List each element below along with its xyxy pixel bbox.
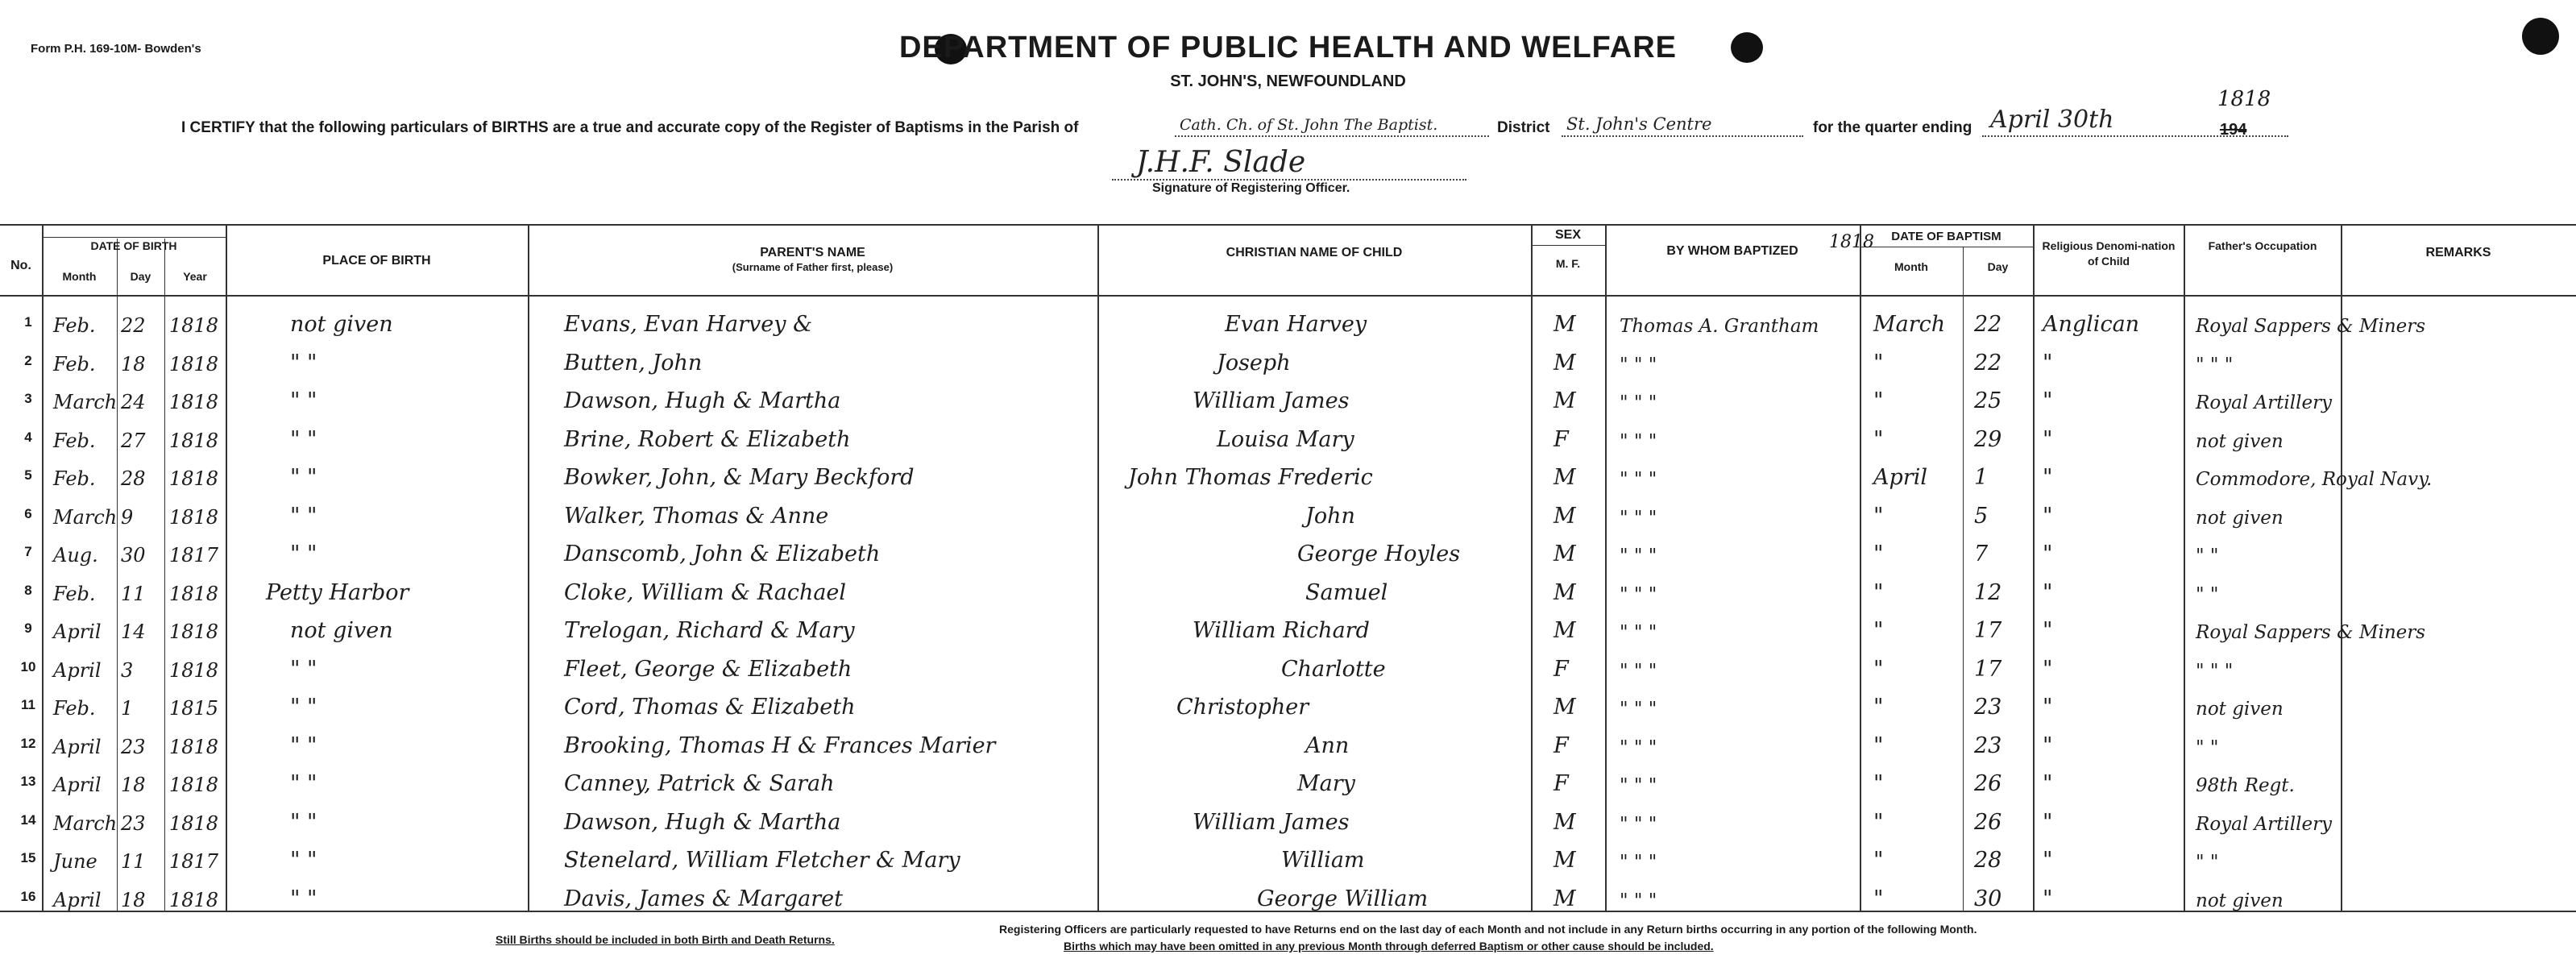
place-of-birth: " " xyxy=(290,388,317,413)
table-row xyxy=(0,801,2576,838)
child-name: Louisa Mary xyxy=(1217,426,1354,452)
birth-day: 18 xyxy=(121,774,146,796)
row-number: 8 xyxy=(24,582,32,598)
baptized-by: " " " xyxy=(1620,622,1657,643)
baptized-by: " " " xyxy=(1620,660,1657,682)
birth-month: Feb. xyxy=(53,582,96,605)
baptism-month: " xyxy=(1873,579,1884,605)
header-by-whom: BY WHOM BAPTIZED xyxy=(1666,244,1798,258)
baptism-month: " xyxy=(1873,695,1884,720)
baptism-day: 17 xyxy=(1974,656,2002,682)
child-name: Evan Harvey xyxy=(1225,312,1367,337)
baptism-month: " xyxy=(1873,350,1884,376)
table-row xyxy=(0,495,2576,532)
birth-day: 18 xyxy=(121,888,146,911)
father-occupation: " " xyxy=(2196,546,2219,567)
religion-value: " xyxy=(2043,388,2053,413)
baptized-by: Thomas A. Grantham xyxy=(1620,316,1819,337)
father-occupation: not given xyxy=(2196,890,2284,911)
child-name: Samuel xyxy=(1305,579,1388,605)
baptism-month: " xyxy=(1873,388,1884,413)
place-of-birth: " " xyxy=(290,886,317,911)
religion-value: " xyxy=(2043,733,2053,758)
birth-year: 1818 xyxy=(169,888,219,911)
baptism-day: 25 xyxy=(1974,388,2002,413)
row-number: 1 xyxy=(24,314,32,330)
parents-name: Dawson, Hugh & Martha xyxy=(564,809,841,835)
birth-year: 1818 xyxy=(169,352,219,376)
row-number: 6 xyxy=(24,505,32,521)
table-row xyxy=(0,609,2576,646)
birth-month: April xyxy=(53,888,102,911)
birth-month: Feb. xyxy=(53,467,96,490)
birth-day: 9 xyxy=(121,505,134,529)
place-of-birth: " " xyxy=(290,695,317,720)
baptism-day: 23 xyxy=(1974,695,2002,720)
district-field xyxy=(1562,113,1803,137)
birth-month: Feb. xyxy=(53,314,96,337)
place-of-birth: " " xyxy=(290,503,317,529)
place-of-birth: " " xyxy=(290,656,317,682)
father-occupation: Royal Artillery xyxy=(2196,813,2333,835)
child-name: Christopher xyxy=(1176,695,1309,720)
birth-year: 1818 xyxy=(169,811,219,835)
birth-day: 1 xyxy=(121,697,134,720)
footer-stillbirths: Still Births should be included in both Birth and Death Returns. xyxy=(496,933,835,946)
child-name: George Hoyles xyxy=(1297,542,1461,567)
header-birth-day: Day xyxy=(130,270,151,283)
child-name: John Thomas Frederic xyxy=(1128,465,1373,490)
form-number: Form P.H. 169-10M- Bowden's xyxy=(31,42,201,56)
birth-day: 18 xyxy=(121,352,146,376)
birth-year: 1818 xyxy=(169,582,219,605)
baptism-month: " xyxy=(1873,426,1884,452)
child-name: Ann xyxy=(1305,733,1350,758)
religion-value: " xyxy=(2043,771,2053,796)
parents-name: Fleet, George & Elizabeth xyxy=(564,656,852,682)
birth-day: 22 xyxy=(121,314,146,337)
row-number: 11 xyxy=(21,697,35,712)
baptism-month: " xyxy=(1873,809,1884,835)
baptism-day: 12 xyxy=(1974,579,2002,605)
religion-value: " xyxy=(2043,426,2053,452)
parents-name: Butten, John xyxy=(564,350,703,376)
table-row xyxy=(0,839,2576,876)
row-number: 15 xyxy=(20,850,36,865)
row-number: 13 xyxy=(20,774,36,789)
birth-day: 14 xyxy=(121,620,146,643)
birth-month: Feb. xyxy=(53,352,96,376)
table-row xyxy=(0,533,2576,570)
table-row xyxy=(0,762,2576,799)
sex-value: M xyxy=(1553,465,1576,490)
row-number: 4 xyxy=(24,429,32,445)
table-header-bottom xyxy=(0,295,2576,297)
father-occupation: Royal Sappers & Miners xyxy=(2196,316,2426,337)
header-birth-year: Year xyxy=(183,270,207,283)
birth-year: 1818 xyxy=(169,505,219,529)
parents-name: Trelogan, Richard & Mary xyxy=(564,618,855,643)
row-number: 7 xyxy=(24,544,32,559)
parents-name: Brooking, Thomas H & Frances Marier xyxy=(564,733,996,758)
sex-value: M xyxy=(1553,503,1576,529)
birth-day: 24 xyxy=(121,391,146,413)
parents-name: Danscomb, John & Elizabeth xyxy=(564,542,881,567)
father-occupation: Royal Sappers & Miners xyxy=(2196,622,2426,643)
dob-header-divider xyxy=(42,237,227,238)
place-of-birth: " " xyxy=(290,809,317,835)
parents-name: Dawson, Hugh & Martha xyxy=(564,388,841,413)
header-baptism-month: Month xyxy=(1894,260,1928,273)
baptized-by: " " " xyxy=(1620,775,1657,796)
birth-day: 30 xyxy=(121,544,146,567)
birth-month: March xyxy=(53,391,118,413)
birth-month: March xyxy=(53,811,118,835)
baptism-day: 23 xyxy=(1974,733,2002,758)
table-row xyxy=(0,571,2576,608)
sex-value: M xyxy=(1553,542,1576,567)
quarter-label: for the quarter ending xyxy=(1813,119,1972,136)
row-number: 14 xyxy=(20,811,36,828)
sex-value: M xyxy=(1553,350,1576,376)
birth-day: 28 xyxy=(121,467,146,490)
birth-day: 27 xyxy=(121,429,146,452)
birth-year: 1817 xyxy=(169,544,219,567)
sex-value: F xyxy=(1553,426,1569,452)
sex-value: M xyxy=(1553,809,1576,835)
baptism-day: 5 xyxy=(1974,503,1989,529)
header-sex: SEX xyxy=(1554,228,1581,242)
baptism-day: 22 xyxy=(1974,350,2002,376)
header-parents-name-sub: (Surname of Father first, please) xyxy=(732,261,894,273)
sex-value: M xyxy=(1553,848,1576,873)
father-occupation: " " " xyxy=(2196,660,2234,682)
row-number: 9 xyxy=(24,620,32,636)
child-name: George William xyxy=(1257,886,1429,911)
religion-value: " xyxy=(2043,503,2053,529)
baptism-day: 30 xyxy=(1974,886,2002,911)
religion-value: Anglican xyxy=(2043,312,2140,337)
sex-value: M xyxy=(1553,695,1576,720)
child-name: William James xyxy=(1193,809,1350,835)
header-date-of-birth: DATE OF BIRTH xyxy=(90,239,177,252)
row-number: 16 xyxy=(20,888,36,904)
place-of-birth: Petty Harbor xyxy=(266,579,409,605)
sex-value: M xyxy=(1553,618,1576,643)
place-of-birth: " " xyxy=(290,733,317,758)
religion-value: " xyxy=(2043,542,2053,567)
father-occupation: 98th Regt. xyxy=(2196,775,2295,796)
footer-officers-line1: Registering Officers are particularly requested to have Returns end on the last day of each Month and not include in any Return births occurring in any portion of the following Month. xyxy=(999,923,1977,936)
place-of-birth: " " xyxy=(290,426,317,452)
birth-year: 1818 xyxy=(169,658,219,682)
parents-name: Cord, Thomas & Elizabeth xyxy=(564,695,856,720)
birth-day: 11 xyxy=(121,582,146,605)
parents-name: Walker, Thomas & Anne xyxy=(564,503,829,529)
baptism-month: " xyxy=(1873,503,1884,529)
baptism-day: 28 xyxy=(1974,848,2002,873)
birth-year: 1818 xyxy=(169,467,219,490)
father-occupation: Commodore, Royal Navy. xyxy=(2196,469,2433,490)
baptism-month: " xyxy=(1873,618,1884,643)
baptism-day: 1 xyxy=(1974,465,1989,490)
baptism-month: " xyxy=(1873,542,1884,567)
parents-name: Davis, James & Margaret xyxy=(564,886,843,911)
baptism-day: 17 xyxy=(1974,618,2002,643)
district-label: District xyxy=(1497,119,1550,136)
baptized-by: " " " xyxy=(1620,507,1657,529)
birth-day: 3 xyxy=(121,658,134,682)
birth-year: 1818 xyxy=(169,735,219,758)
row-number: 3 xyxy=(24,391,32,406)
city-subtitle: ST. JOHN'S, NEWFOUNDLAND xyxy=(1170,73,1406,90)
father-occupation: " " xyxy=(2196,583,2219,605)
baptized-by: " " " xyxy=(1620,813,1657,835)
child-name: William James xyxy=(1193,388,1350,413)
birth-year: 1818 xyxy=(169,620,219,643)
header-remarks: REMARKS xyxy=(2425,246,2491,259)
table-row xyxy=(0,456,2576,493)
baptized-by: " " " xyxy=(1620,890,1657,911)
religion-value: " xyxy=(2043,618,2053,643)
baptism-month: " xyxy=(1873,733,1884,758)
table-row xyxy=(0,418,2576,455)
birth-year: 1818 xyxy=(169,429,219,452)
table-row xyxy=(0,303,2576,340)
place-of-birth: not given xyxy=(290,312,393,337)
quarter-end-value: April 30th xyxy=(1990,106,2114,134)
birth-month: April xyxy=(53,774,102,796)
religion-value: " xyxy=(2043,465,2053,490)
baptism-month: " xyxy=(1873,848,1884,873)
parish-field xyxy=(1175,113,1489,137)
father-occupation: not given xyxy=(2196,699,2284,720)
father-occupation: " " xyxy=(2196,737,2219,758)
place-of-birth: " " xyxy=(290,465,317,490)
table-row xyxy=(0,686,2576,723)
birth-year: 1818 xyxy=(169,774,219,796)
department-title: DEPARTMENT OF PUBLIC HEALTH AND WELFARE xyxy=(898,31,1678,64)
row-number: 12 xyxy=(20,735,36,751)
parents-name: Bowker, John, & Mary Beckford xyxy=(564,465,915,490)
birth-year: 1818 xyxy=(169,391,219,413)
child-name: William xyxy=(1281,848,1365,873)
father-occupation: Royal Artillery xyxy=(2196,392,2333,413)
baptism-day: 26 xyxy=(1974,771,2002,796)
baptized-by: " " " xyxy=(1620,699,1657,720)
parents-name: Evans, Evan Harvey & xyxy=(564,312,813,337)
header-baptism-day: Day xyxy=(1987,260,2009,273)
birth-year: 1818 xyxy=(169,314,219,337)
sex-value: M xyxy=(1553,579,1576,605)
religion-value: " xyxy=(2043,656,2053,682)
sex-value: F xyxy=(1553,771,1569,796)
header-fathers-occupation: Father's Occupation xyxy=(2208,239,2317,252)
row-number: 5 xyxy=(24,467,32,483)
sex-value: M xyxy=(1553,312,1576,337)
signature-field xyxy=(1112,146,1466,181)
row-number: 2 xyxy=(24,352,32,368)
parents-name: Cloke, William & Rachael xyxy=(564,579,847,605)
father-occupation: not given xyxy=(2196,430,2284,452)
baptism-day: 7 xyxy=(1974,542,1989,567)
birth-month: Aug. xyxy=(53,544,98,567)
header-parents-name: PARENT'S NAME xyxy=(760,246,865,259)
table-row xyxy=(0,878,2576,915)
religion-value: " xyxy=(2043,848,2053,873)
child-name: John xyxy=(1305,503,1355,529)
child-name: Mary xyxy=(1297,771,1355,796)
child-name: Charlotte xyxy=(1281,656,1386,682)
religion-value: " xyxy=(2043,350,2053,376)
baptized-by: " " " xyxy=(1620,737,1657,758)
baptism-month: " xyxy=(1873,656,1884,682)
religion-value: " xyxy=(2043,579,2053,605)
child-name: Joseph xyxy=(1217,350,1291,376)
birth-month: March xyxy=(53,505,118,529)
baptism-year-note: 1818 xyxy=(1829,232,1874,252)
header-date-of-baptism: DATE OF BAPTISM xyxy=(1891,230,2001,243)
parents-name: Canney, Patrick & Sarah xyxy=(564,771,835,796)
sex-value: F xyxy=(1553,656,1569,682)
father-occupation: not given xyxy=(2196,507,2284,529)
baptism-day: 22 xyxy=(1974,312,2002,337)
place-of-birth: " " xyxy=(290,771,317,796)
birth-month: Feb. xyxy=(53,697,96,720)
birth-month: April xyxy=(53,620,102,643)
baptized-by: " " " xyxy=(1620,583,1657,605)
certify-statement: I CERTIFY that the following particulars of BIRTHS are a true and accurate copy of the Register of Baptisms in the Parish of xyxy=(181,119,1079,136)
place-of-birth: " " xyxy=(290,848,317,873)
signature-value: J.H.F. Slade xyxy=(1136,146,1306,179)
baptized-by: " " " xyxy=(1620,354,1657,376)
parish-value: Cath. Ch. of St. John The Baptist. xyxy=(1180,116,1438,134)
baptism-month: March xyxy=(1873,312,1946,337)
header-birth-month: Month xyxy=(62,270,97,283)
place-of-birth: not given xyxy=(290,618,393,643)
baptism-day: 29 xyxy=(1974,426,2002,452)
birth-day: 11 xyxy=(121,850,146,873)
baptized-by: " " " xyxy=(1620,469,1657,490)
baptism-month: " xyxy=(1873,886,1884,911)
sex-value: F xyxy=(1553,733,1569,758)
signature-label: Signature of Registering Officer. xyxy=(1152,181,1350,195)
footer-officers-line2: Births which may have been omitted in any previous Month through deferred Baptism or other cause should be included. xyxy=(1064,940,1714,952)
sex-header-divider xyxy=(1531,245,1605,246)
baptized-by: " " " xyxy=(1620,852,1657,873)
row-number: 10 xyxy=(20,658,36,674)
baptism-month: April xyxy=(1873,465,1927,490)
birth-year: 1815 xyxy=(169,697,219,720)
religion-value: " xyxy=(2043,695,2053,720)
baptized-by: " " " xyxy=(1620,546,1657,567)
child-name: William Richard xyxy=(1193,618,1370,643)
district-value: St. John's Centre xyxy=(1566,114,1712,134)
birth-year: 1817 xyxy=(169,850,219,873)
table-row xyxy=(0,342,2576,379)
birth-day: 23 xyxy=(121,811,146,835)
header-religious: Religious Denomi-nation of Child xyxy=(2042,239,2176,268)
sex-value: M xyxy=(1553,388,1576,413)
birth-month: April xyxy=(53,658,102,682)
year-printed: 194 xyxy=(2220,121,2247,139)
header-no: No. xyxy=(10,259,31,272)
header-place-of-birth: PLACE OF BIRTH xyxy=(322,254,431,268)
baptized-by: " " " xyxy=(1620,392,1657,413)
place-of-birth: " " xyxy=(290,542,317,567)
father-occupation: " " xyxy=(2196,852,2219,873)
birth-day: 23 xyxy=(121,735,146,758)
baptism-month: " xyxy=(1873,771,1884,796)
sex-value: M xyxy=(1553,886,1576,911)
religion-value: " xyxy=(2043,809,2053,835)
father-occupation: " " " xyxy=(2196,354,2234,376)
baptism-day: 26 xyxy=(1974,809,2002,835)
birth-month: April xyxy=(53,735,102,758)
parents-name: Brine, Robert & Elizabeth xyxy=(564,426,851,452)
table-row xyxy=(0,380,2576,417)
table-row xyxy=(0,648,2576,685)
birth-month: Feb. xyxy=(53,429,96,452)
table-top-border xyxy=(0,224,2576,226)
religion-value: " xyxy=(2043,886,2053,911)
baptized-by: " " " xyxy=(1620,430,1657,452)
header-sex-sub: M. F. xyxy=(1555,257,1581,270)
year-handwritten: 1818 xyxy=(2217,87,2271,111)
parents-name: Stenelard, William Fletcher & Mary xyxy=(564,848,960,873)
header-christian-name: CHRISTIAN NAME OF CHILD xyxy=(1226,246,1403,259)
birth-month: June xyxy=(53,850,97,873)
place-of-birth: " " xyxy=(290,350,317,376)
table-row xyxy=(0,724,2576,762)
